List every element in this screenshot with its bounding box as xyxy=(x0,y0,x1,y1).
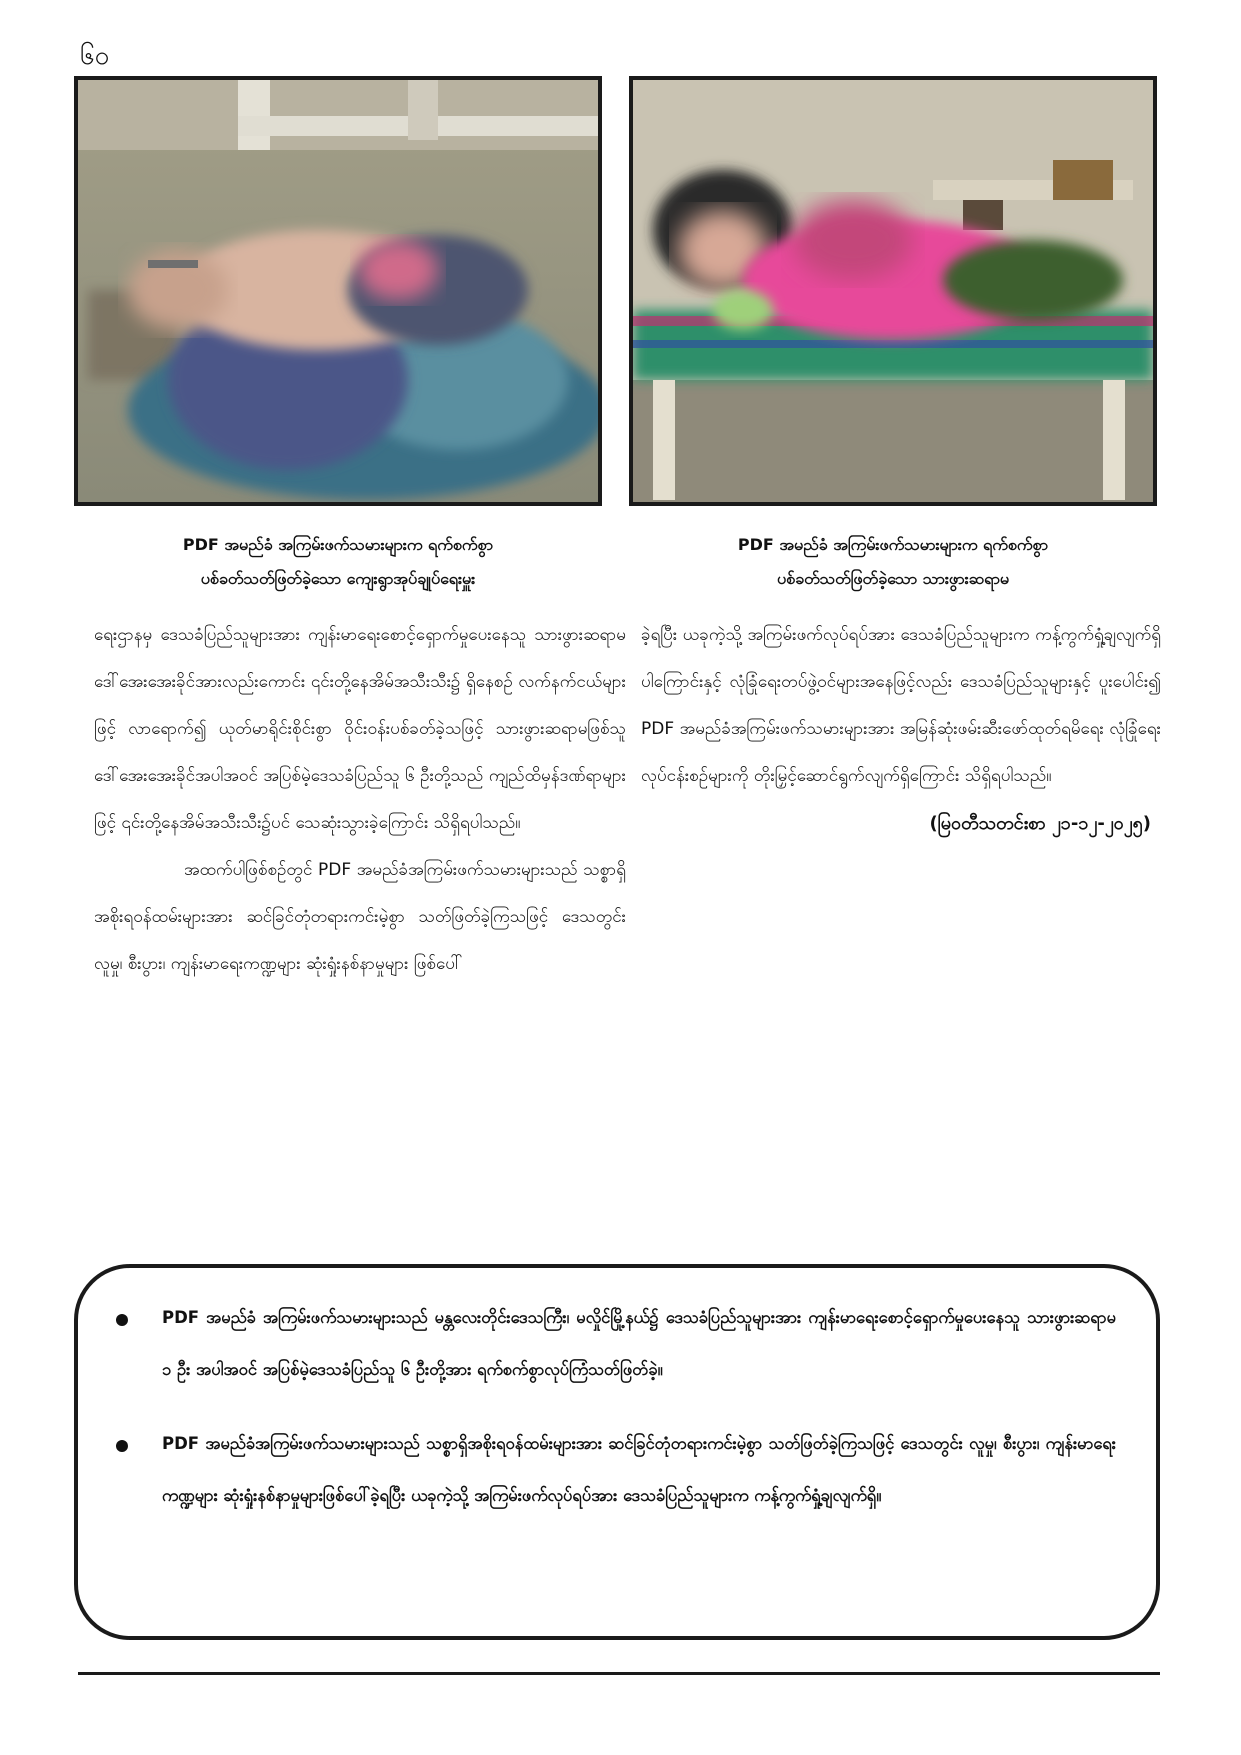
photo-caption-right xyxy=(629,528,1157,596)
article-paragraph: ရေးဌာနမှ ဒေသခံပြည်သူများအား ကျန်းမာရေးစောင့်ရှောက်မှုပေးနေသူ သားဖွားဆရာမ ဒေါ်အေးအေးခိုင်အားလည်းကောင်း ၎င်းတို့နေအိမ်အသီးသီး၌ ရှိနေစဉ် လက်နက်ငယ်များဖြင့် လာရောက်၍ ယုတ်မာရိုင်းစိုင်းစွာ ဝိုင်းဝန်းပစ်ခတ်ခဲ့သဖြင့် သားဖွားဆရာမဖြစ်သူ ဒေါ်အေးအေးခိုင်အပါအဝင် အပြစ်မဲ့ဒေသခံပြည်သူ ၆ ဦးတို့သည် ကျည်ထိမှန်ဒဏ်ရာများဖြင့် ၎င်းတို့နေအိမ်အသီးသီး၌ပင် သေဆုံးသွားခဲ့ကြောင်း သိရှိရပါသည်။ xyxy=(94,625,626,833)
summary-item-text: PDF အမည်ခံအကြမ်းဖက်သမားများသည် သစ္စာရှိအစိုးရဝန်ထမ်းများအား ဆင်ခြင်တုံတရားကင်းမဲ့စွာ သတ်ဖြတ်ခဲ့ကြသဖြင့် ဒေသတွင်း လူမှု၊ စီးပွား၊ ကျန်းမာရေးကဏ္ဍများ ဆုံးရှုံးနစ်နာမှုများဖြစ်ပေါ်ခဲ့ရပြီး ယခုကဲ့သို့ အကြမ်းဖက်လုပ်ရပ်အား ဒေသခံပြည်သူများက ကန့်ကွက်ရှုံ့ချလျက်ရှိ။ xyxy=(162,1434,1116,1505)
summary-item xyxy=(110,1418,1116,1522)
footer-divider xyxy=(78,1672,1160,1675)
summary-item xyxy=(110,1292,1116,1396)
summary-box xyxy=(74,1264,1160,1640)
photo-midwife xyxy=(629,76,1157,506)
bullet-icon xyxy=(116,1440,128,1452)
page-number: ၆၀ xyxy=(80,41,110,71)
article-column-left xyxy=(94,612,626,988)
photo-caption-right-line-1: PDF အမည်ခံ အကြမ်းဖက်သမားများက ရက်စက်စွာ xyxy=(737,535,1049,554)
photo-midwife-image xyxy=(633,80,1153,502)
summary-item-text: PDF အမည်ခံ အကြမ်းဖက်သမားများသည် မန္တလေးတိုင်းဒေသကြီး၊ မလှိုင်မြို့နယ်၌ ဒေသခံပြည်သူများအား ကျန်းမာရေးစောင့်ရှောက်မှုပေးနေသူ သားဖွားဆရာမ ၁ ဦး အပါအဝင် အပြစ်မဲ့ဒေသခံပြည်သူ ၆ ဦးတို့အား ရက်စက်စွာလုပ်ကြံသတ်ဖြတ်ခဲ့။ xyxy=(162,1308,1116,1379)
news-source: (မြဝတီသတင်းစာ ၂၁-၁၂-၂၀၂၅) xyxy=(929,813,1151,834)
photo-caption-right-line-2: ပစ်ခတ်သတ်ဖြတ်ခဲ့သော သားဖွားဆရာမ xyxy=(776,569,1010,588)
photo-caption-left-line-1: PDF အမည်ခံ အကြမ်းဖက်သမားများက ရက်စက်စွာ xyxy=(182,535,494,554)
photo-village-administrator xyxy=(74,76,602,506)
article-paragraph: ခဲ့ရပြီး ယခုကဲ့သို့ အကြမ်းဖက်လုပ်ရပ်အား ဒေသခံပြည်သူများက ကန့်ကွက်ရှုံ့ချလျက်ရှိပါကြောင်းနှင့် လုံခြုံရေးတပ်ဖွဲ့ဝင်များအနေဖြင့်လည်း ဒေသခံပြည်သူများနှင့် ပူးပေါင်း၍ PDF အမည်ခံအကြမ်းဖက်သမားများအား အမြန်ဆုံးဖမ်းဆီးဖော်ထုတ်ရမိရေး လုံခြုံရေးလုပ်ငန်းစဉ်များကို တိုးမြှင့်ဆောင်ရွက်လျက်ရှိကြောင်း သိရှိရပါသည်။ xyxy=(641,625,1161,786)
article-paragraph: အထက်ပါဖြစ်စဉ်တွင် PDF အမည်ခံအကြမ်းဖက်သမားများသည် သစ္စာရှိအစိုးရဝန်ထမ်းများအား ဆင်ခြင်တုံတရားကင်းမဲ့စွာ သတ်ဖြတ်ခဲ့ကြသဖြင့် ဒေသတွင်း လူမှု၊ စီးပွား၊ ကျန်းမာရေးကဏ္ဍများ ဆုံးရှုံးနစ်နာမှုများ ဖြစ်ပေါ် xyxy=(94,860,626,974)
photo-village-administrator-image xyxy=(78,80,598,502)
summary-list xyxy=(110,1292,1116,1522)
photo-caption-left xyxy=(74,528,602,596)
bullet-icon xyxy=(116,1314,128,1326)
article-column-right xyxy=(641,612,1161,847)
photo-caption-left-line-2: ပစ်ခတ်သတ်ဖြတ်ခဲ့သော ကျေးရွာအုပ်ချုပ်ရေးမှူး xyxy=(200,569,476,588)
